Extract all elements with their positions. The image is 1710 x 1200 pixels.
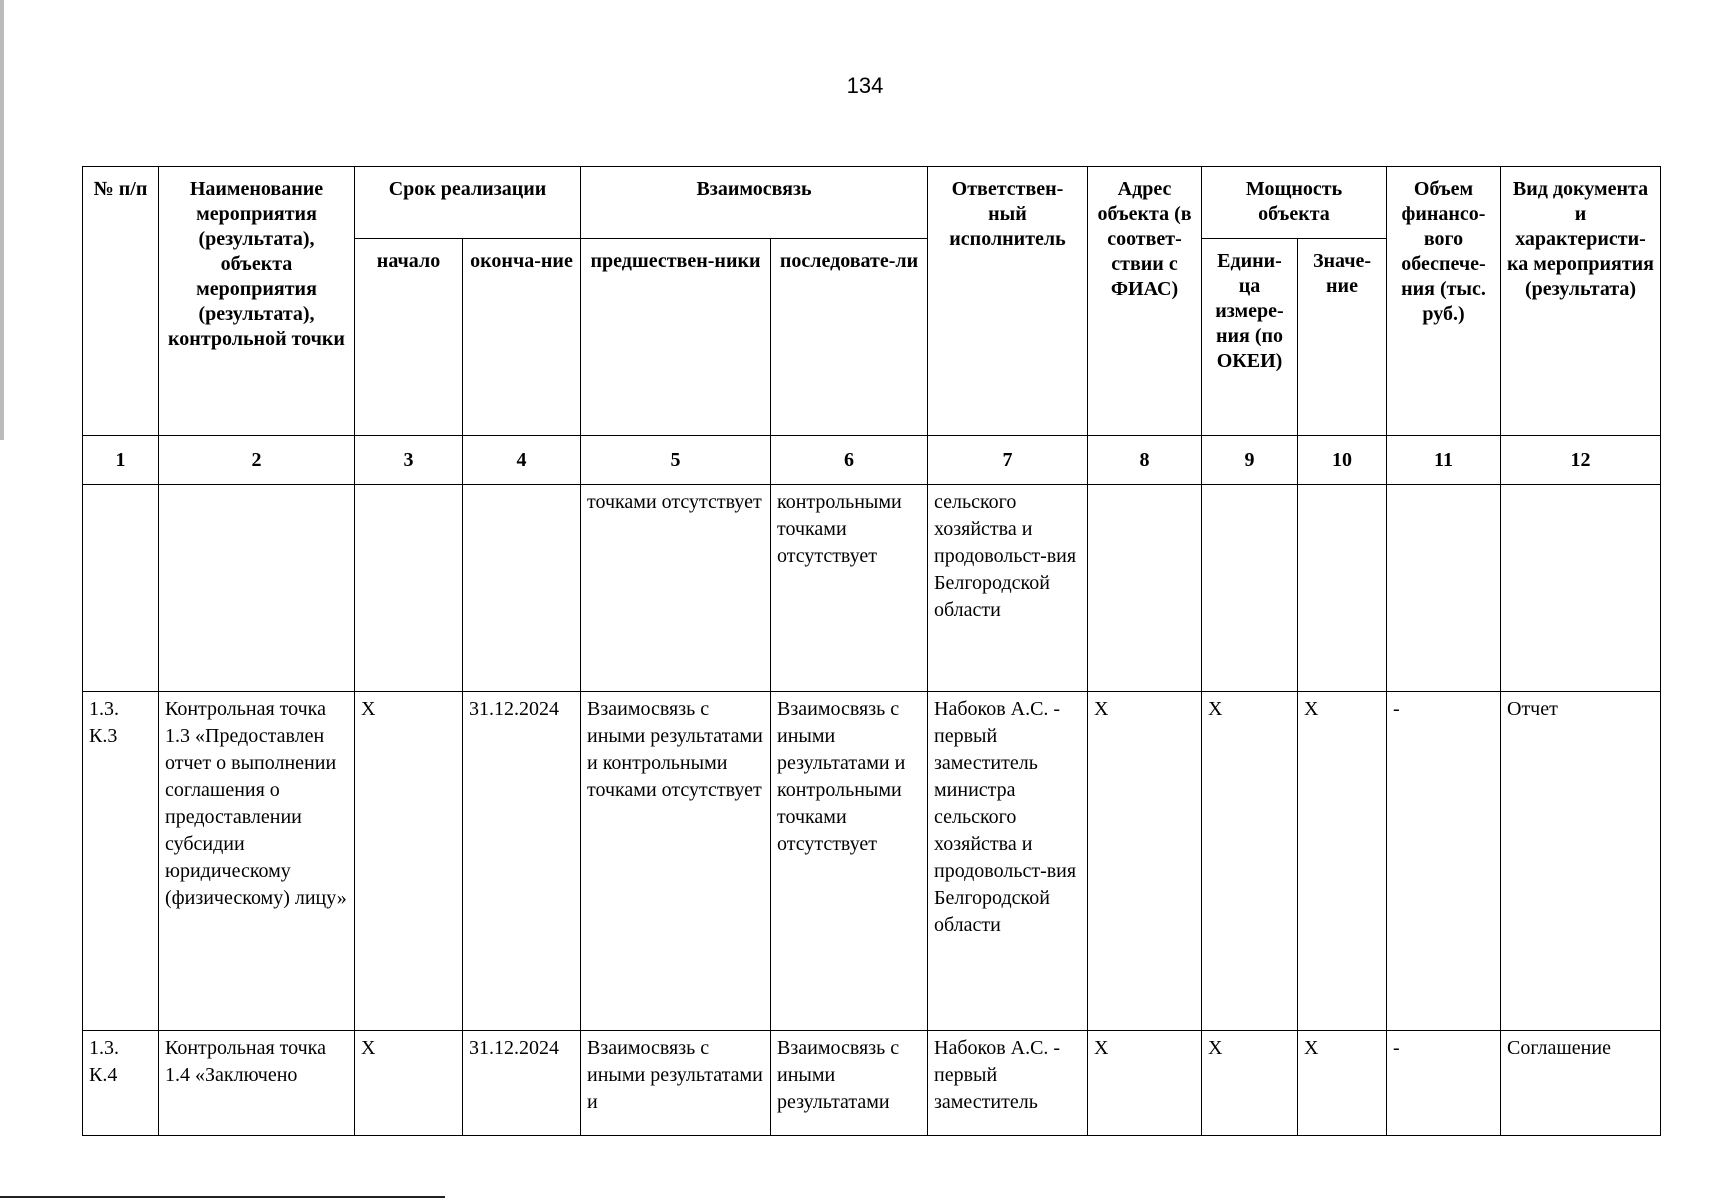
header-capacity-unit: Едини-ца измере-ния (по ОКЕИ)	[1202, 239, 1298, 436]
header-term: Срок реализации	[355, 167, 581, 239]
table-row	[83, 1031, 1661, 1136]
cell-name	[159, 485, 355, 692]
cell-unit: X	[1202, 1031, 1298, 1136]
table-row	[83, 692, 1661, 1031]
cell-responsible: Набоков А.С. - первый заместитель	[928, 1031, 1088, 1136]
header-doc-type: Вид документа и характеристи-ка мероприятия (результата)	[1501, 167, 1661, 436]
cell-finance: -	[1387, 1031, 1501, 1136]
cell-value: X	[1298, 692, 1387, 1031]
cell-doc	[1501, 485, 1661, 692]
cell-start: X	[355, 692, 463, 1031]
cell-responsible: сельского хозяйства и продовольст-вия Белгородской области	[928, 485, 1088, 692]
column-number: 12	[1501, 436, 1661, 485]
cell-value	[1298, 485, 1387, 692]
cell-end: 31.12.2024	[463, 1031, 581, 1136]
cell-address: X	[1088, 1031, 1202, 1136]
column-number: 9	[1202, 436, 1298, 485]
cell-doc: Соглашение	[1501, 1031, 1661, 1136]
header-number: № п/п	[83, 167, 159, 436]
column-number: 5	[581, 436, 771, 485]
column-number: 6	[771, 436, 928, 485]
bottom-rule	[0, 1196, 445, 1198]
measures-table	[82, 166, 1661, 1136]
cell-number	[83, 485, 159, 692]
cell-next: Взаимосвязь с иными результатами	[771, 1031, 928, 1136]
cell-prev: Взаимосвязь с иными результатами и	[581, 1031, 771, 1136]
cell-number: 1.3. К.4	[83, 1031, 159, 1136]
cell-end: 31.12.2024	[463, 692, 581, 1031]
cell-responsible: Набоков А.С. - первый заместитель министра сельского хозяйства и продовольст-вия Белгородской области	[928, 692, 1088, 1031]
cell-start: X	[355, 1031, 463, 1136]
column-number: 7	[928, 436, 1088, 485]
cell-start	[355, 485, 463, 692]
column-number: 3	[355, 436, 463, 485]
cell-finance	[1387, 485, 1501, 692]
cell-prev: точками отсутствует	[581, 485, 771, 692]
cell-name: Контрольная точка 1.4 «Заключено	[159, 1031, 355, 1136]
column-number: 1	[83, 436, 159, 485]
column-number-row	[83, 436, 1661, 485]
cell-prev: Взаимосвязь с иными результатами и контрольными точками отсутствует	[581, 692, 771, 1031]
cell-end	[463, 485, 581, 692]
header-link-prev: предшествен-ники	[581, 239, 771, 436]
header-link: Взаимосвязь	[581, 167, 928, 239]
column-number: 11	[1387, 436, 1501, 485]
header-term-start: начало	[355, 239, 463, 436]
cell-value: X	[1298, 1031, 1387, 1136]
header-responsible: Ответствен-ный исполнитель	[928, 167, 1088, 436]
column-number: 10	[1298, 436, 1387, 485]
cell-next: контрольными точками отсутствует	[771, 485, 928, 692]
cell-address: X	[1088, 692, 1202, 1031]
header-finance: Объем финансо-вого обеспече-ния (тыс. руб.)	[1387, 167, 1501, 436]
header-capacity: Мощность объекта	[1202, 167, 1387, 239]
header-row-top	[83, 167, 1661, 239]
cell-doc: Отчет	[1501, 692, 1661, 1031]
scan-edge-mark	[0, 0, 4, 440]
header-term-end: оконча-ние	[463, 239, 581, 436]
header-name: Наименование мероприятия (результата), объекта мероприятия (результата), контрольной точки	[159, 167, 355, 436]
table-row	[83, 485, 1661, 692]
header-link-next: последовате-ли	[771, 239, 928, 436]
cell-unit	[1202, 485, 1298, 692]
cell-finance: -	[1387, 692, 1501, 1031]
page-number: 134	[846, 73, 884, 98]
cell-unit: X	[1202, 692, 1298, 1031]
column-number: 8	[1088, 436, 1202, 485]
cell-address	[1088, 485, 1202, 692]
header-address: Адрес объекта (в соответ-ствии с ФИАС)	[1088, 167, 1202, 436]
column-number: 4	[463, 436, 581, 485]
column-number: 2	[159, 436, 355, 485]
cell-number: 1.3. К.3	[83, 692, 159, 1031]
cell-name: Контрольная точка 1.3 «Предоставлен отчет о выполнении соглашения о предоставлении субсидии юридическому (физическому) лицу»	[159, 692, 355, 1031]
header-capacity-value: Значе-ние	[1298, 239, 1387, 436]
cell-next: Взаимосвязь с иными результатами и контрольными точками отсутствует	[771, 692, 928, 1031]
